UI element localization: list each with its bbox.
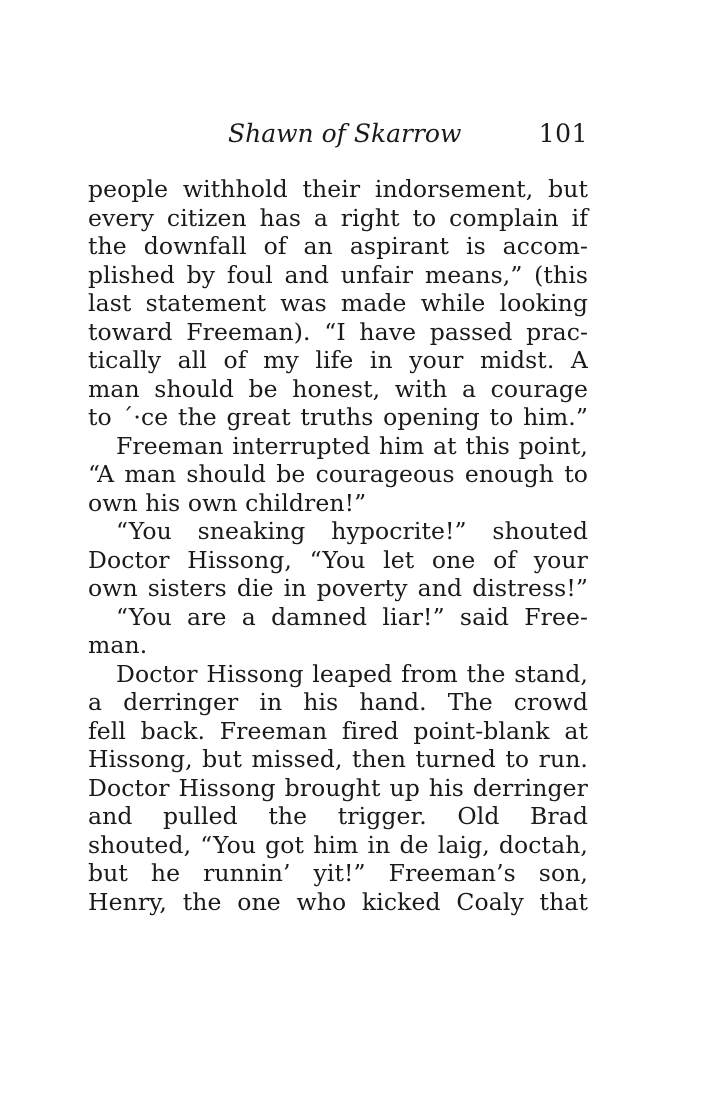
body-text [88,175,588,916]
text-line: Doctor Hissong leaped from the stand, [116,659,588,688]
text-line: a derringer in his hand. The crowd [88,688,588,716]
text-line: shouted, “You got him in de laig, doctah, [88,830,588,859]
text-line: man. [88,631,148,659]
text-line: Freeman interrupted him at this point, [116,431,588,460]
text-line: and pulled the trigger. Old Brad [88,802,588,830]
running-title: Shawn of Skarrow [228,119,462,148]
text-line: to ´·ce the great truths opening to him.” [88,403,588,431]
text-line: own sisters die in poverty and distress!” [88,574,588,602]
text-line: Doctor Hissong, “You let one of your [88,545,588,574]
text-line: fell back. Freeman fired point-blank at [88,716,588,745]
text-line: Hissong, but missed, then turned to run. [88,745,588,773]
text-line: the downfall of an aspirant is accom- [88,232,588,260]
text-line: tically all of my life in your midst. A [88,346,588,374]
page-number: 101 [538,119,588,148]
text-line: last statement was made while looking [88,289,588,317]
text-line: plished by foul and unfair means,” (this [88,260,588,289]
text-line: man should be honest, with a courage [88,374,588,403]
text-line: people withhold their indorsement, but [88,175,588,203]
text-line: but he runnin’ yit!” Freeman’s son, [88,859,588,887]
text-line: own his own children!” [88,488,367,517]
text-line: Henry, the one who kicked Coaly that [88,887,588,916]
text-line: toward Freeman). “I have passed prac- [88,317,588,346]
text-line: “You sneaking hypocrite!” shouted [116,517,588,545]
text-line: Doctor Hissong brought up his derringer [88,773,588,802]
text-line: “You are a damned liar!” said Free- [116,602,588,631]
text-line: “A man should be courageous enough to [88,460,588,488]
running-head [88,118,588,154]
text-line: every citizen has a right to complain if [88,203,588,232]
